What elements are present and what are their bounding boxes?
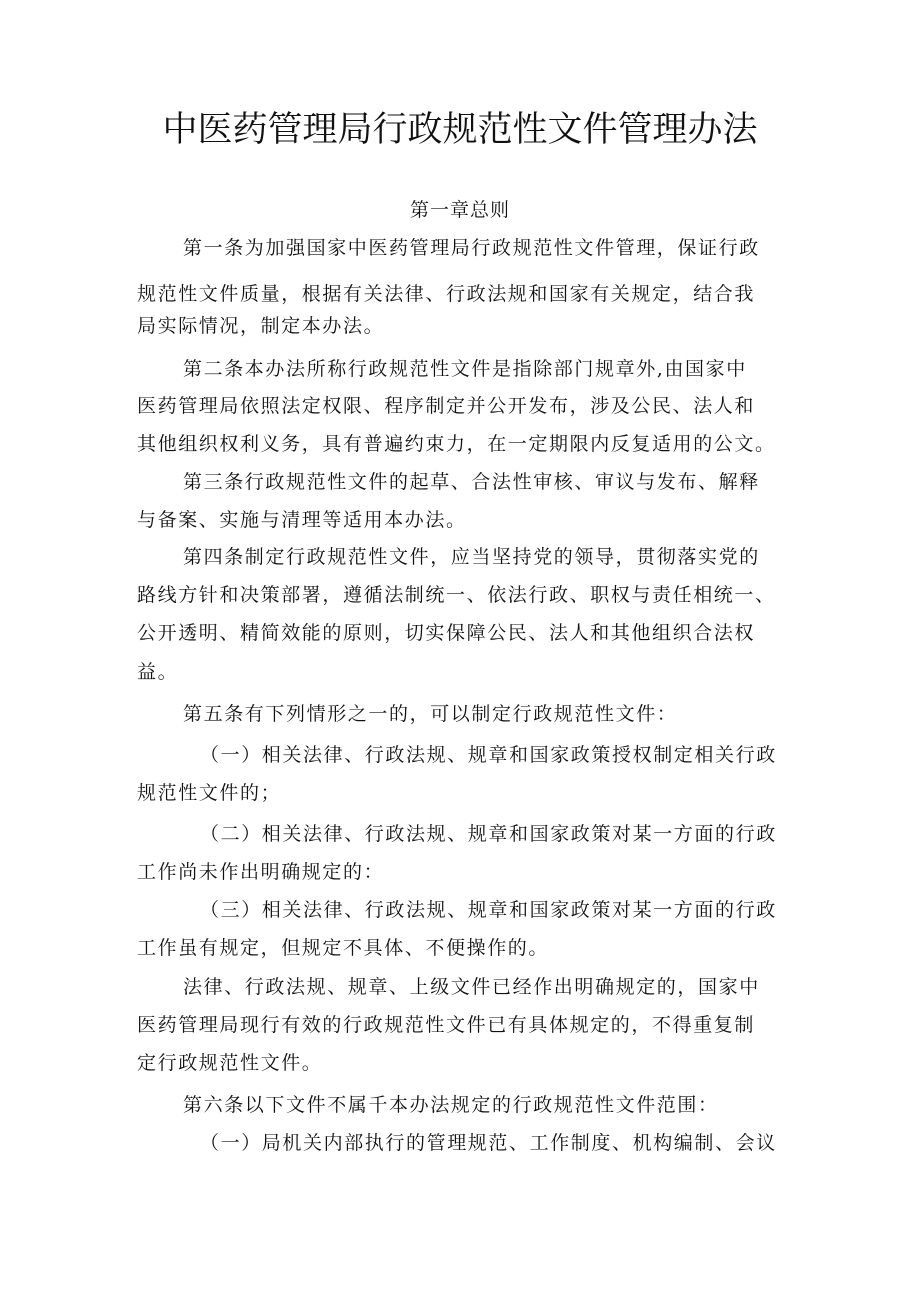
text-line: 公开透明、精简效能的原则，切实保障公民、法人和其他组织合法权	[137, 622, 756, 644]
text-line: 医药管理局现行有效的行政规范性文件已有具体规定的，不得重复制	[137, 1014, 756, 1036]
text-line: 路线方针和决策部署，遵循法制统一、依法行政、职权与责任相统一、	[137, 584, 776, 606]
text-line: 局实际情况，制定本办法。	[137, 315, 385, 337]
text-line: 规范性文件的；	[137, 782, 282, 804]
text-line: （二）相关法律、行政法规、规章和国家政策对某一方面的行政	[200, 823, 777, 845]
text-line: 其他组织权利义务，具有普遍约束力，在一定期限内反复适用的公文。	[137, 433, 776, 455]
text-line: 第六条以下文件不属千本办法规定的行政规范性文件范围：	[183, 1094, 719, 1116]
text-line: （一）相关法律、行政法规、规章和国家政策授权制定相关行政	[200, 744, 777, 766]
text-line: 法律、行政法规、规章、上级文件已经作出明确规定的，国家中	[183, 976, 760, 998]
text-line: 第三条行政规范性文件的起草、合法性审核、审议与发布、解释	[183, 471, 760, 493]
text-line: 定行政规范性文件。	[137, 1052, 323, 1074]
text-line: （三）相关法律、行政法规、规章和国家政策对某一方面的行政	[200, 899, 777, 921]
text-line: 第二条本办法所称行政规范性文件是指除部门规章外,由国家中	[183, 358, 747, 380]
text-line: 医药管理局依照法定权限、程序制定并公开发布，涉及公民、法人和	[137, 395, 756, 417]
text-line: 工作虽有规定，但规定不具体、不便操作的。	[137, 937, 550, 959]
document-title: 中医药管理局行政规范性文件管理办法	[162, 110, 758, 150]
text-line: 第五条有下列情形之一的，可以制定行政规范性文件：	[183, 703, 678, 725]
text-line: 规范性文件质量，根据有关法律、行政法规和国家有关规定，结合我	[137, 283, 756, 305]
text-line: （一）局机关内部执行的管理规范、工作制度、机构编制、会议	[200, 1132, 777, 1154]
text-line: 工作尚未作出明确规定的：	[137, 861, 385, 883]
text-line: 与备案、实施与清理等适用本办法。	[137, 509, 467, 531]
text-line: 益。	[137, 661, 179, 683]
text-line: 第一条为加强国家中医药管理局行政规范性文件管理，保证行政	[183, 237, 760, 259]
chapter-heading: 第一章总则	[409, 199, 510, 221]
text-line: 第四条制定行政规范性文件，应当坚持党的领导，贯彻落实党的	[183, 546, 760, 568]
